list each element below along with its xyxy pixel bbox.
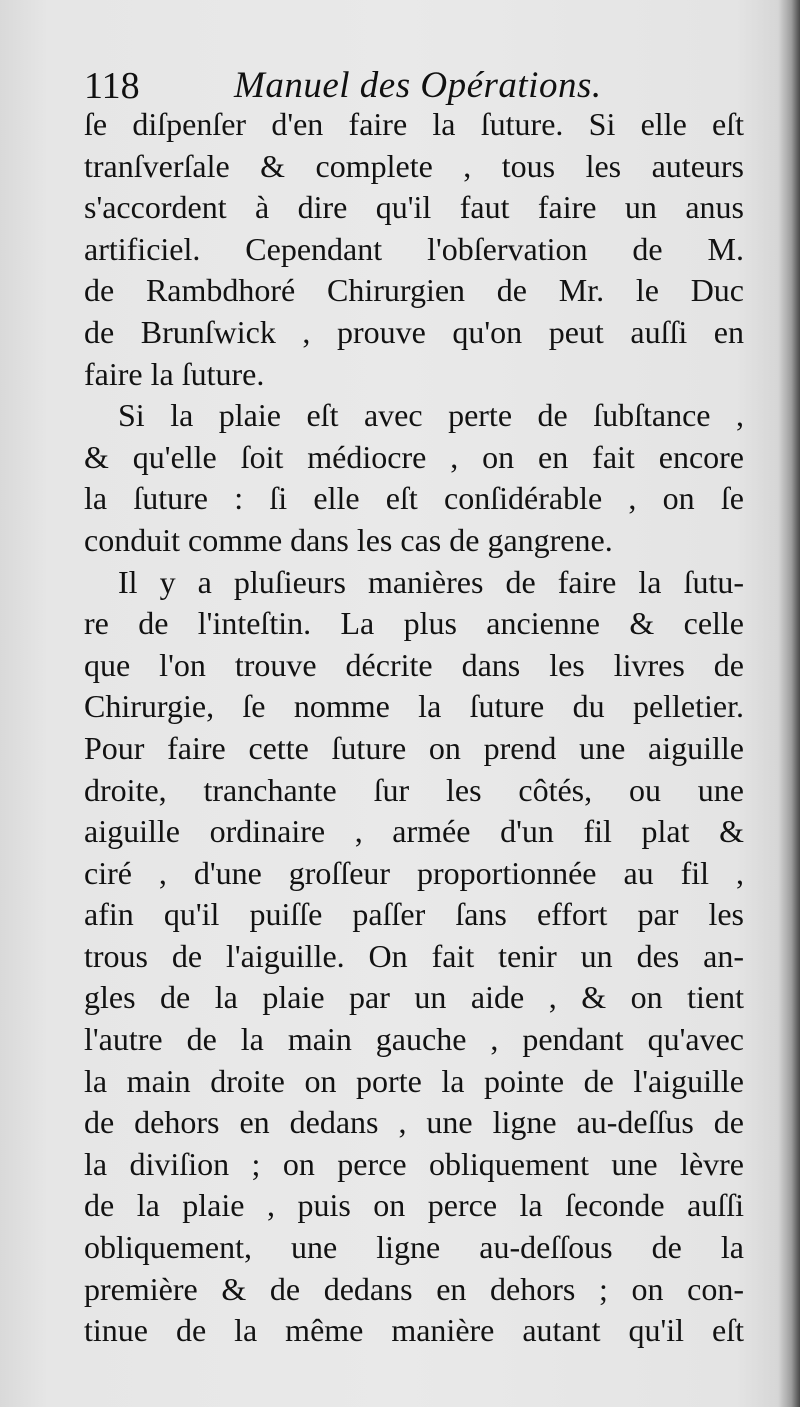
text-line: obliquement, une ligne au-deſſous de la	[84, 1229, 744, 1266]
text-line: afin qu'il puiſſe paſſer ſans effort par les	[84, 896, 744, 933]
text-line: re de l'inteſtin. La plus ancienne & celle	[84, 605, 744, 642]
text-line: de Rambdhoré Chirurgien de Mr. le Duc	[84, 272, 744, 309]
text-line: aiguille ordinaire , armée d'un fil plat &	[84, 813, 744, 850]
text-line: de la plaie , puis on perce la ſeconde auſſi	[84, 1187, 744, 1224]
text-line: ſe diſpenſer d'en faire la ſuture. Si elle eſt	[84, 106, 744, 142]
text-line: & qu'elle ſoit médiocre , on en fait encore	[84, 438, 744, 475]
text-line: la main droite on porte la pointe de l'aiguille	[84, 1062, 744, 1099]
text-line: tranſverſale & complete , tous les auteurs	[84, 147, 744, 184]
text-line: faire la ſuture.	[84, 355, 265, 392]
text-line: droite, tranchante ſur les côtés, ou une	[84, 771, 744, 808]
text-line: première & de dedans en dehors ; on con-	[84, 1270, 744, 1307]
text-line: la ſuture : ſi elle eſt conſidérable , on ſe	[84, 480, 744, 517]
text-line: de Brunſwick , prouve qu'on peut auſſi en	[84, 313, 744, 350]
text-line: conduit comme dans les cas de gangrene.	[84, 521, 613, 558]
text-line: ciré , d'une groſſeur proportionnée au fil ,	[84, 854, 744, 891]
text-line: gles de la plaie par un aide , & on tient	[84, 979, 744, 1016]
text-line: Pour faire cette ſuture on prend une aiguille	[84, 729, 744, 766]
text-line: Chirurgie, ſe nomme la ſuture du pelletier.	[84, 688, 744, 725]
text-line: de dehors en dedans , une ligne au-deſſus de	[84, 1104, 744, 1141]
text-line: que l'on trouve décrite dans les livres de	[84, 646, 744, 683]
text-line: s'accordent à dire qu'il faut faire un anus	[84, 189, 744, 226]
text-line: l'autre de la main gauche , pendant qu'avec	[84, 1021, 744, 1058]
page-header	[84, 62, 744, 110]
text-line: artificiel. Cependant l'obſervation de M.	[84, 230, 744, 267]
text-line: la diviſion ; on perce obliquement une lèvre	[84, 1145, 744, 1182]
text-line: Il y a pluſieurs manières de faire la ſutu-	[118, 563, 744, 600]
running-title: Manuel des Opérations.	[234, 65, 602, 106]
page-number: 118	[84, 65, 140, 107]
page-edge-shadow	[778, 0, 800, 1407]
text-line: trous de l'aiguille. On fait tenir un des an-	[84, 937, 744, 974]
text-line: Si la plaie eſt avec perte de ſubſtance ,	[118, 397, 744, 434]
text-line: tinue de la même manière autant qu'il eſt	[84, 1312, 744, 1349]
body-text	[84, 104, 744, 1352]
